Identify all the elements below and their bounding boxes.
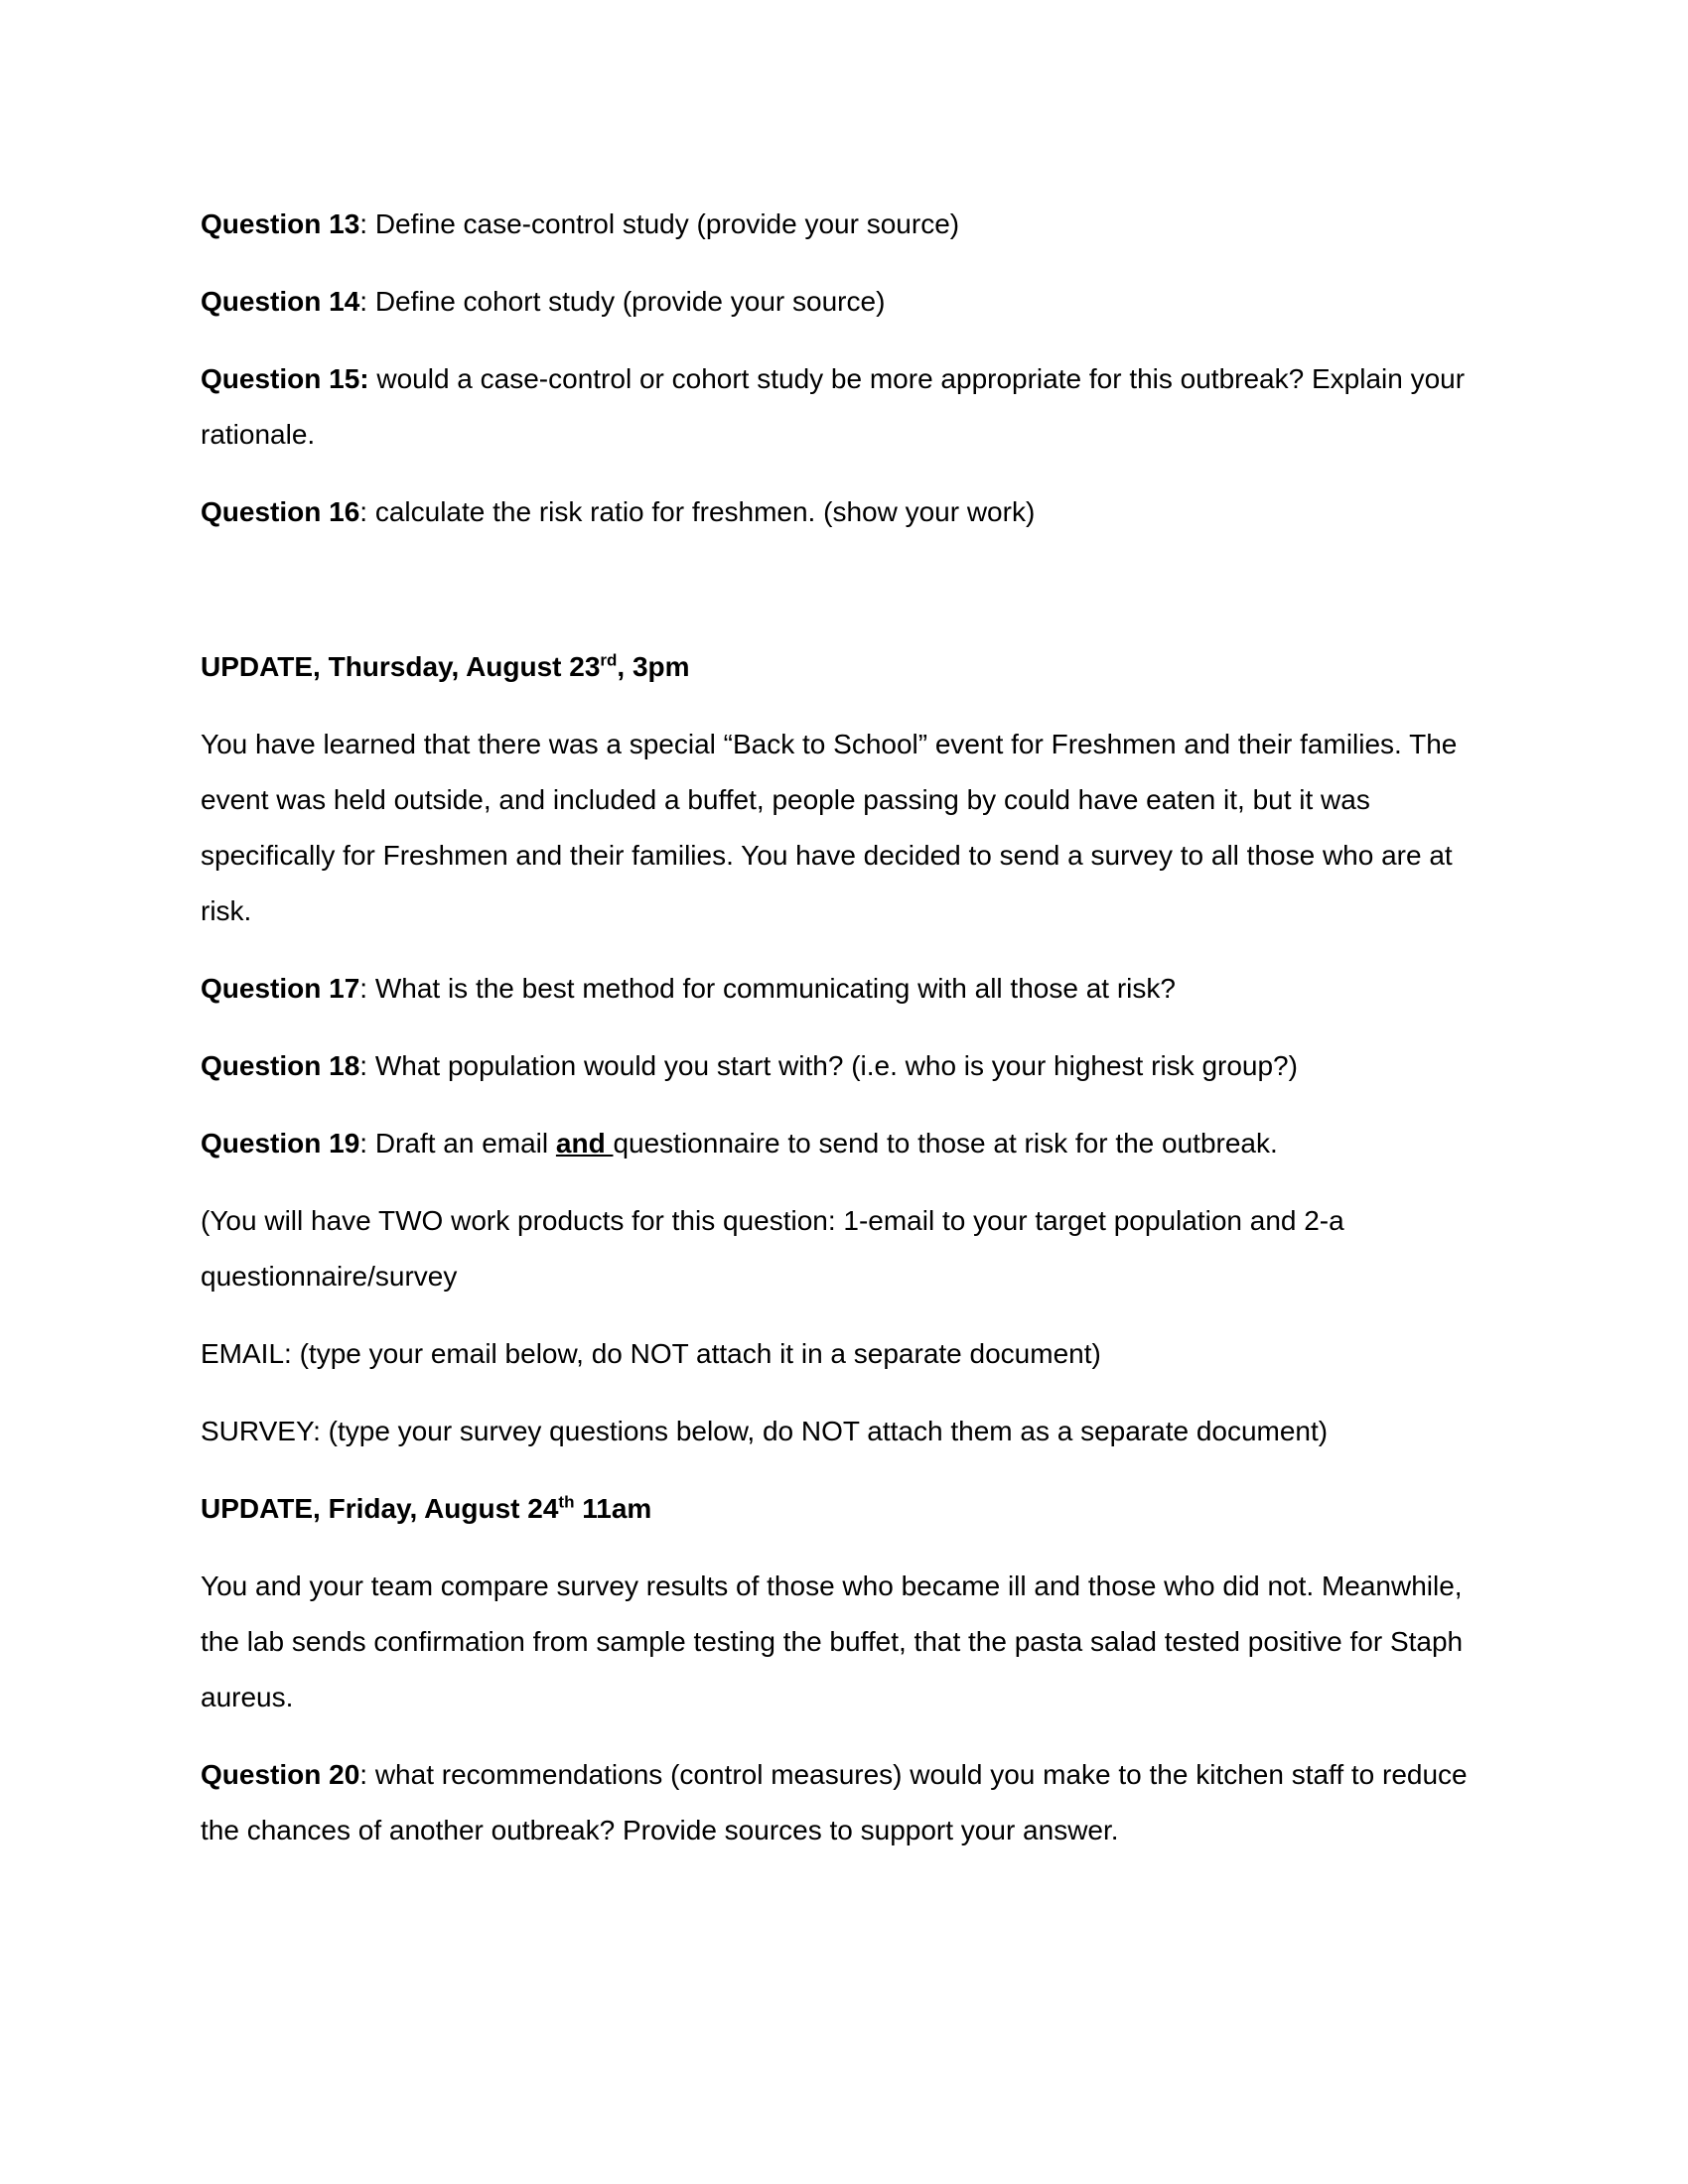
question-20 [201, 1747, 1501, 1858]
question-14-label: Question 14 [201, 286, 360, 317]
question-16 [201, 484, 1501, 540]
survey-instruction [201, 1404, 1501, 1459]
question-15-text-1: would a case-control or cohort study be more appropriate for this outbreak? Explain your [368, 363, 1466, 394]
email-instruction [201, 1326, 1501, 1382]
question-16-label: Question 16 [201, 496, 360, 527]
update-thursday-body-line-1: You have learned that there was a special “Back to School” event for Freshmen and their families. The [201, 729, 1458, 759]
update-thursday-ordinal: rd [600, 650, 618, 670]
question-14 [201, 274, 1501, 330]
question-13-line [201, 197, 1501, 252]
update-friday-prefix: UPDATE, Friday, August 24 [201, 1493, 559, 1524]
question-19-note [201, 1193, 1501, 1304]
update-friday-suffix: 11am [574, 1493, 652, 1524]
question-13-label: Question 13 [201, 208, 360, 239]
update-friday-body-line-2: the lab sends confirmation from sample testing the buffet, that the pasta salad tested positive for Staph [201, 1626, 1464, 1657]
question-15-line-1 [201, 351, 1501, 407]
question-13-text: : Define case-control study (provide your source) [359, 208, 960, 239]
email-instruction-line: EMAIL: (type your email below, do NOT attach it in a separate document) [201, 1338, 1101, 1369]
question-20-line-1 [201, 1747, 1501, 1803]
question-14-line [201, 274, 1501, 330]
question-16-text: : calculate the risk ratio for freshmen. (show your work) [359, 496, 1036, 527]
update-friday-body [201, 1559, 1501, 1725]
update-thursday-body-line-2: event was held outside, and included a buffet, people passing by could have eaten it, but it was [201, 784, 1370, 815]
question-18-label: Question 18 [201, 1050, 360, 1081]
question-20-text-1: : what recommendations (control measures) would you make to the kitchen staff to reduce [359, 1759, 1468, 1790]
update-thursday-body-line-4: risk. [201, 895, 252, 926]
question-20-line-2: the chances of another outbreak? Provide sources to support your answer. [201, 1815, 1119, 1845]
update-friday-line [201, 1481, 1501, 1537]
question-19-text-before: : Draft an email [359, 1128, 556, 1159]
update-friday-ordinal: th [558, 1492, 575, 1512]
question-19-label: Question 19 [201, 1128, 360, 1159]
question-15 [201, 351, 1501, 463]
survey-instruction-line: SURVEY: (type your survey questions below, do NOT attach them as a separate document) [201, 1416, 1329, 1446]
update-friday-body-line-1: You and your team compare survey results of those who became ill and those who did not. Meanwhile, [201, 1570, 1463, 1601]
question-19-line [201, 1116, 1501, 1171]
question-17-line [201, 961, 1501, 1017]
document-body [201, 197, 1501, 1880]
question-15-line-2: rationale. [201, 419, 316, 450]
update-thursday-body-line-3: specifically for Freshmen and their families. You have decided to send a survey to all those who are at [201, 840, 1453, 871]
question-19-note-line-1: (You will have TWO work products for this question: 1-email to your target population and 2-a [201, 1205, 1344, 1236]
question-15-label: Question 15: [201, 363, 369, 394]
question-16-line [201, 484, 1501, 540]
section-gap [201, 562, 1501, 639]
question-20-label: Question 20 [201, 1759, 360, 1790]
question-19-note-line-2: questionnaire/survey [201, 1261, 458, 1292]
update-thursday-suffix: , 3pm [617, 651, 690, 682]
update-friday-heading [201, 1481, 1501, 1537]
question-17 [201, 961, 1501, 1017]
question-13 [201, 197, 1501, 252]
question-19-text-after: questionnaire to send to those at risk for the outbreak. [613, 1128, 1278, 1159]
question-18 [201, 1038, 1501, 1094]
question-18-line [201, 1038, 1501, 1094]
update-thursday-heading [201, 639, 1501, 695]
question-17-text: : What is the best method for communicating with all those at risk? [359, 973, 1176, 1004]
question-19-underlined-and: and [555, 1128, 614, 1159]
update-thursday-prefix: UPDATE, Thursday, August 23 [201, 651, 601, 682]
question-19 [201, 1116, 1501, 1171]
update-thursday-line [201, 639, 1501, 695]
update-thursday-body [201, 717, 1501, 939]
question-18-text: : What population would you start with? (i.e. who is your highest risk group?) [359, 1050, 1298, 1081]
question-17-label: Question 17 [201, 973, 360, 1004]
question-14-text: : Define cohort study (provide your source) [359, 286, 886, 317]
update-friday-body-line-3: aureus. [201, 1682, 294, 1712]
